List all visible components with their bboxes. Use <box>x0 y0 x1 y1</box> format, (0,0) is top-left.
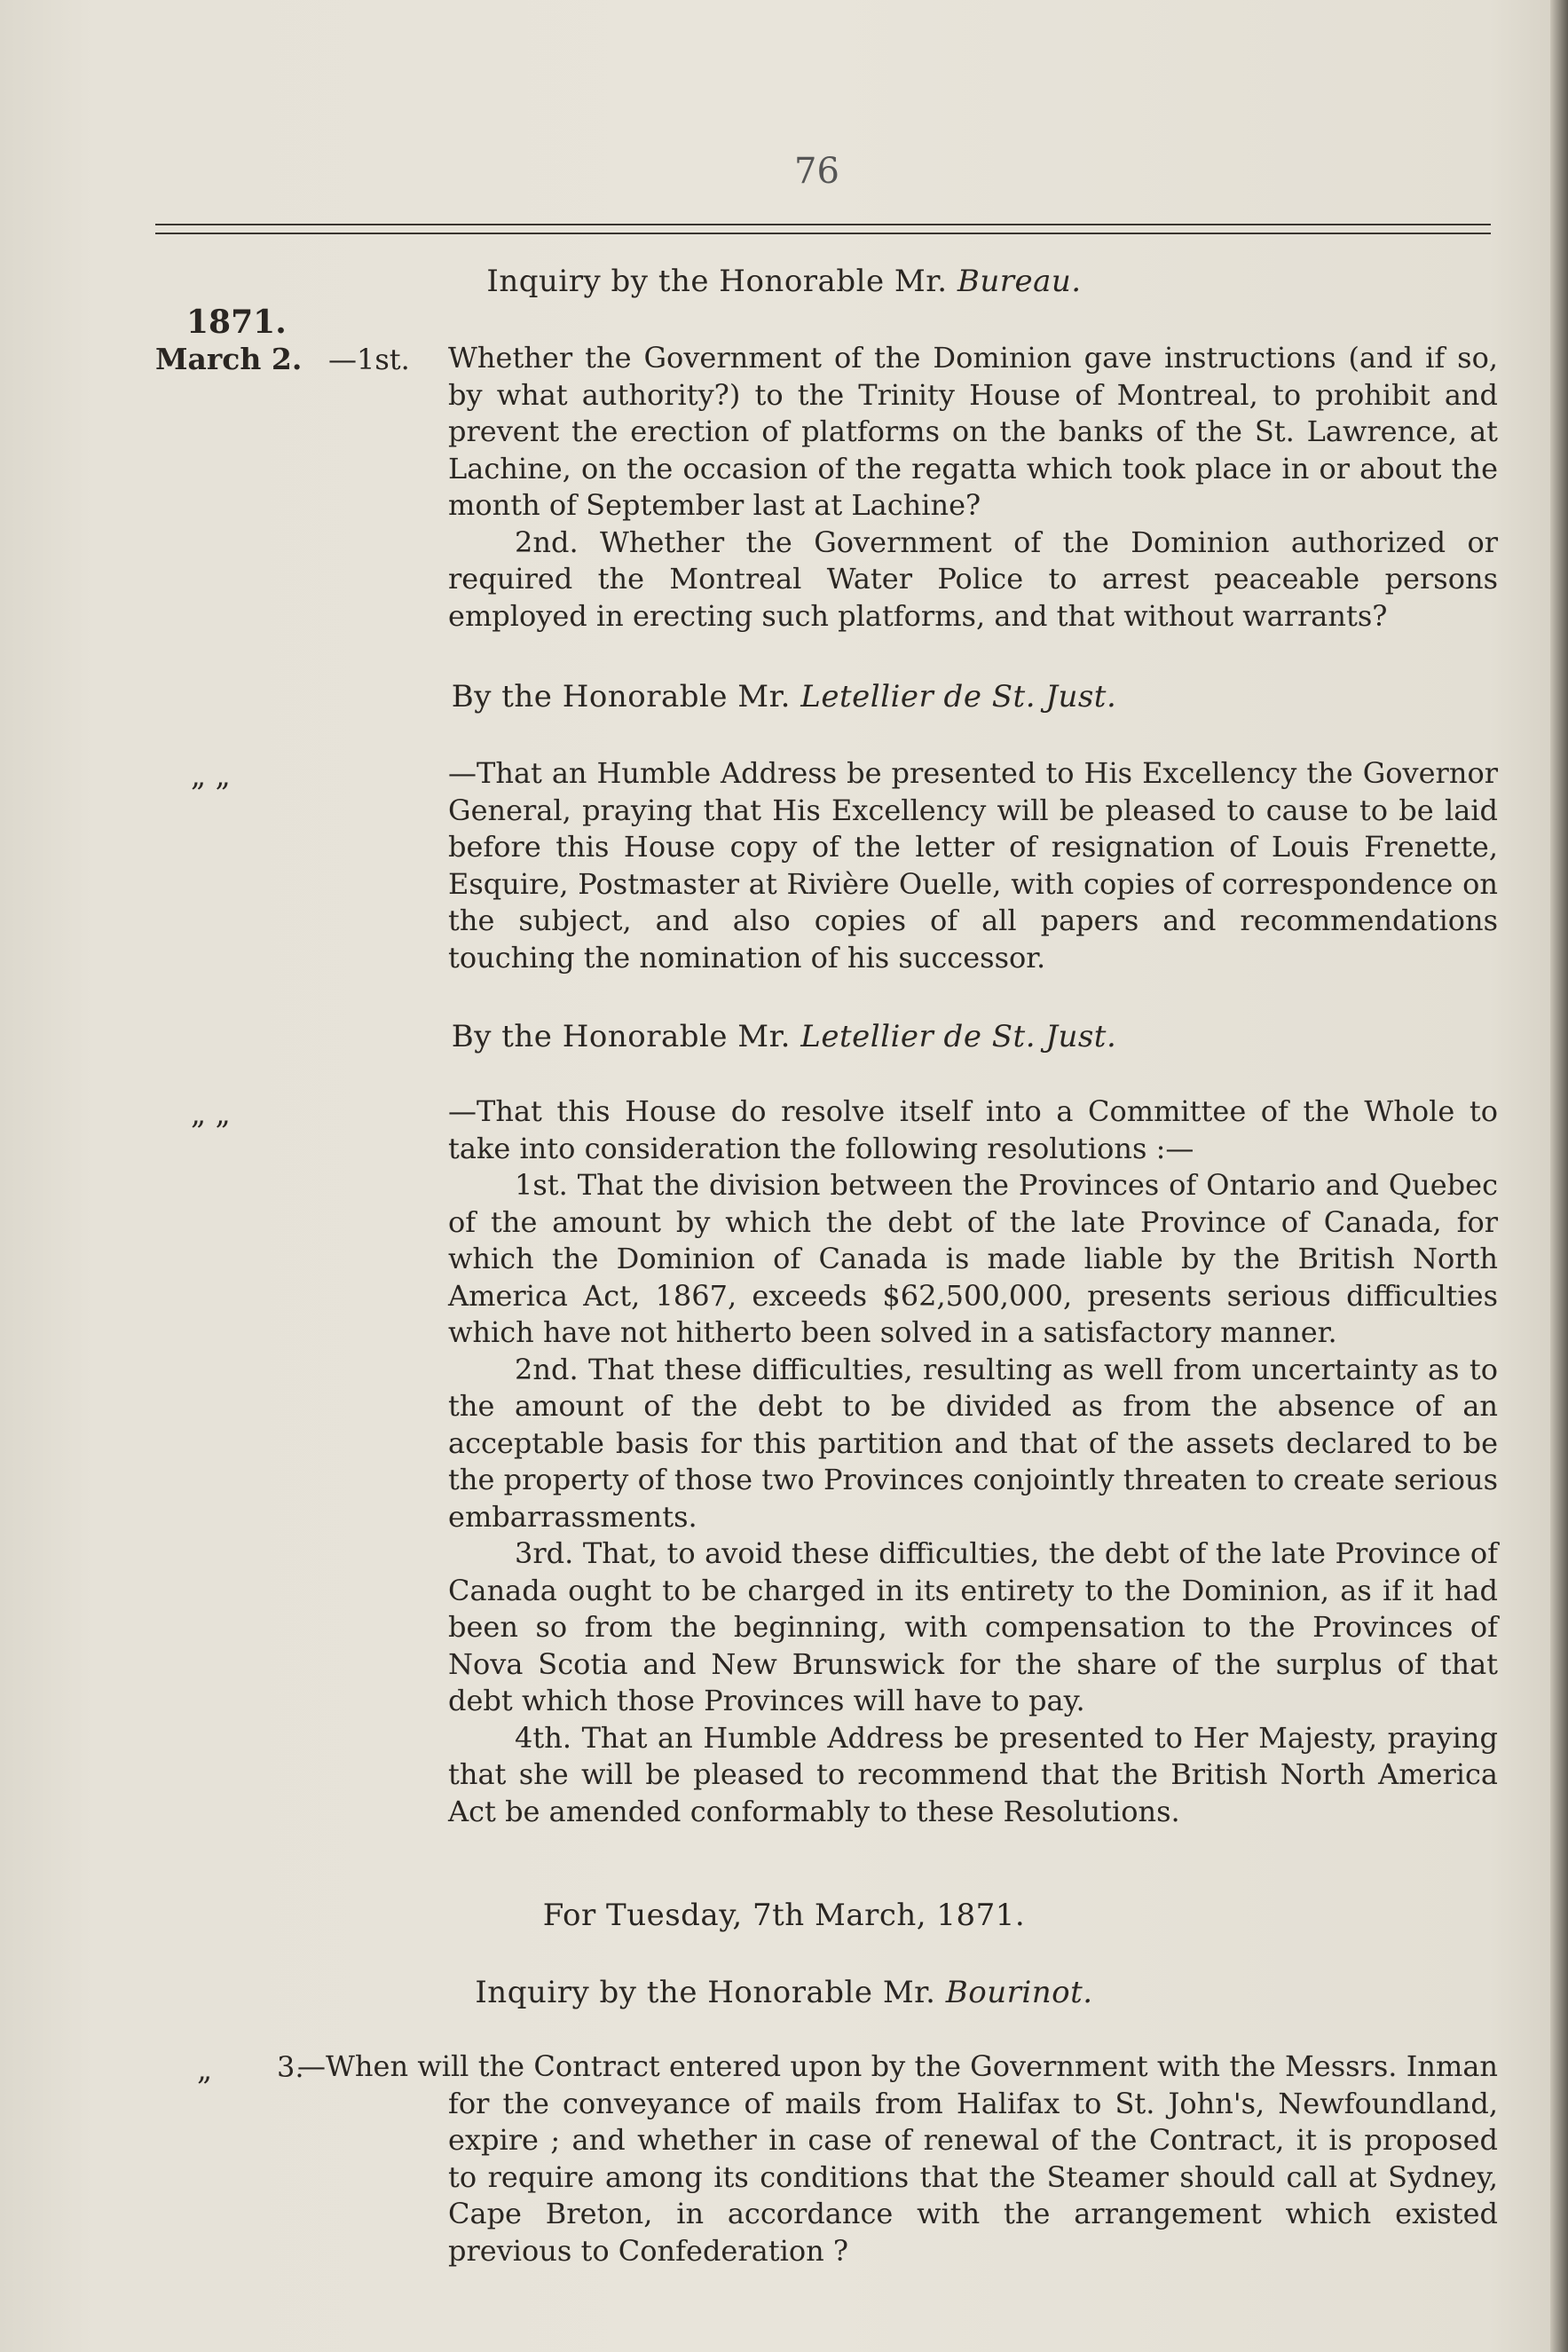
item-label: 3. <box>277 2050 304 2084</box>
section-heading-bureau <box>0 264 1568 299</box>
heading-text: By the Honorable Mr. <box>451 679 791 714</box>
section-heading-tuesday: For Tuesday, 7th March, 1871. <box>542 1898 1026 1933</box>
header-rule-top <box>155 224 1491 225</box>
heading-name: Letellier de St. Just. <box>800 679 1117 714</box>
section-heading-letellier-2 <box>0 1019 1568 1054</box>
section-heading-bourinot <box>0 1975 1568 2010</box>
paragraph: —That an Humble Address be presented to His Excellency the Governor General, praying that His Excellency will be pleased to cause to be laid before this House copy of the letter of resignation of Louis Frenette, Esquire, Postmaster at Rivière Ouelle, with copies of correspondence on the subject, and also copies of all papers and recommendations touching the nomination of his successor. <box>448 756 1498 975</box>
resolutions-text <box>448 1093 1498 1830</box>
item-label: —1st. <box>328 343 410 376</box>
resolution-3: 3rd. That, to avoid these difficulties, the debt of the late Province of Canada ought to be charged in its entirety to the Dominion, as if it had been so from the beginning, with compensation to the Provinces of Nova Scotia and New Brunswick for the share of the surplus of that debt which those Provinces will have to pay. <box>448 1536 1498 1717</box>
paragraph: Whether the Government of the Dominion gave instructions (and if so, by what authority?) to the Trinity House of Montreal, to prohibit and prevent the erection of platforms on the banks of the St. Lawrence, at Lachine, on the occasion of the regatta which took place in or about the month of September last at Lachine? <box>448 341 1498 522</box>
heading-text: Inquiry by the Honorable Mr. <box>475 1975 936 2010</box>
date-label: March 2. <box>155 342 303 376</box>
resolution-4: 4th. That an Humble Address be presented to Her Majesty, praying that she will be pleased to recommend that the British North America Act be amended conformably to these Resolutions. <box>448 1720 1498 1828</box>
paragraph: —When will the Contract entered upon by the Government with the Messrs. Inman for the conveyance of mails from Halifax to St. John's, Newfoundland, expire ; and whether in case of renewal of the Contract, it is proposed to require among its conditions that the Steamer should call at Sydney, Cape Breton, in accordance with the arrangement which existed previous to Confederation ? <box>297 2049 1498 2268</box>
resolution-2: 2nd. That these difficulties, resulting as well from uncertainty as to the amount of the debt to be divided as from the absence of an acceptable basis for this partition and that of the assets declared to be the property of those two Provinces conjointly threaten to create serious embarrassments. <box>448 1352 1498 1534</box>
inquiry-bureau-text <box>448 340 1498 635</box>
ditto-marks: „ <box>197 2052 213 2087</box>
heading-name: Letellier de St. Just. <box>800 1019 1117 1054</box>
resolution-1: 1st. That the division between the Provinces of Ontario and Quebec of the amount by which the debt of the late Province of Canada, for which the Dominion of Canada is made liable by the British North America Act, 1867, exceeds $62,500,000, presents serious difficulties which have not hitherto been solved in a satisfactory manner. <box>448 1168 1498 1349</box>
paragraph: 2nd. Whether the Government of the Dominion authorized or required the Montreal Water Police to arrest peaceable persons employed in erecting such platforms, and that without warrants? <box>448 525 1498 633</box>
heading-text: Inquiry by the Honorable Mr. <box>486 264 948 299</box>
inquiry-bourinot-text <box>297 2048 1498 2269</box>
header-rule-bottom <box>155 233 1491 234</box>
heading-name: Bureau. <box>957 264 1082 299</box>
ditto-marks: „ „ <box>191 1096 231 1131</box>
page-number: 76 <box>794 151 839 192</box>
address-frenette-text <box>448 755 1498 976</box>
ditto-marks: „ „ <box>191 758 231 793</box>
section-heading-letellier-1 <box>0 679 1568 714</box>
heading-name: Bourinot. <box>945 1975 1093 2010</box>
year-label: 1871. <box>186 304 287 341</box>
paragraph: —That this House do resolve itself into a Committee of the Whole to take into consideration the following resolutions :— <box>448 1094 1498 1165</box>
heading-text: By the Honorable Mr. <box>451 1019 791 1054</box>
